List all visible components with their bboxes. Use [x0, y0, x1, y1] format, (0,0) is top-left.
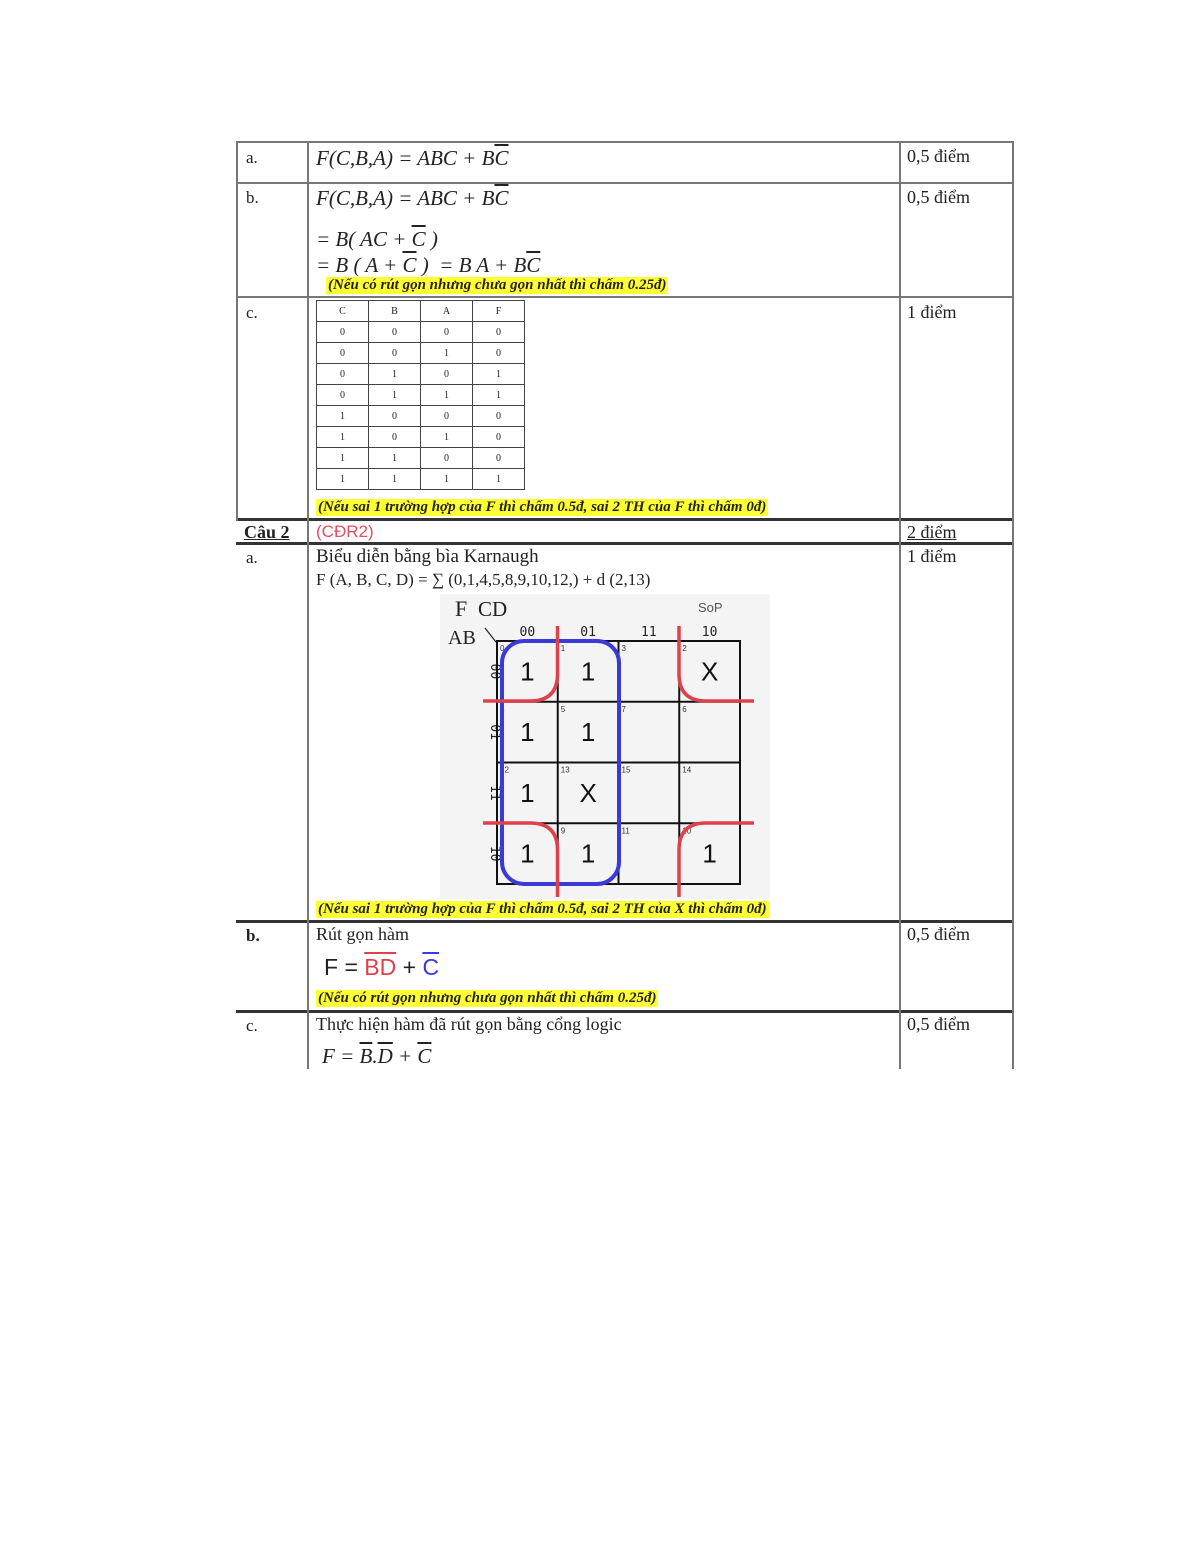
row-divider [236, 1010, 1014, 1013]
truth-table-cell: A [421, 301, 473, 322]
truth-table-cell: 1 [473, 385, 525, 406]
kmap-cell-index: 14 [682, 765, 692, 775]
truth-table-cell: 1 [369, 469, 421, 490]
truth-table-row [317, 427, 525, 448]
row-label: b. [246, 926, 260, 945]
truth-table-cell: 0 [473, 448, 525, 469]
row-divider [236, 296, 1014, 298]
truth-table-cell: 0 [369, 406, 421, 427]
truth-table-cell: 0 [369, 343, 421, 364]
row-divider [236, 920, 1014, 923]
row-divider [236, 542, 1014, 545]
kmap-cell-index: 1 [560, 644, 566, 653]
column-divider [307, 141, 309, 1069]
truth-table-cell: 0 [369, 427, 421, 448]
term-c-bar: $\overline{C}$ [422, 954, 440, 980]
truth-table-cell: 1 [317, 427, 369, 448]
truth-table-cell: 0 [473, 427, 525, 448]
truth-table-cell: 0 [369, 322, 421, 343]
truth-table-row [317, 343, 525, 364]
kmap-column-label: 00 [519, 625, 536, 640]
truth-table-row [317, 406, 525, 427]
kmap-column-variables: CD [478, 597, 508, 621]
question-points: 2 điểm [907, 522, 957, 542]
truth-table [316, 300, 525, 490]
kmap-function-label: F [455, 596, 468, 621]
truth-table-cell: 0 [421, 406, 473, 427]
formula: F(C,B,A) = ABC + $B\overline{C}$ [316, 146, 509, 170]
kmap-cell-index: 5 [560, 704, 566, 714]
kmap-row-label: 01 [487, 724, 502, 740]
table-left-border [236, 141, 238, 521]
truth-table-cell: C [317, 301, 369, 322]
truth-table-cell: 1 [421, 427, 473, 448]
grading-note: (Nếu có rút gọn nhưng chưa gọn nhất thì chấm 0.25đ) [318, 990, 657, 1006]
row-divider [236, 182, 1014, 184]
truth-table-row [317, 364, 525, 385]
truth-table-cell: 0 [473, 343, 525, 364]
truth-table-header [317, 301, 525, 322]
truth-table-row [317, 385, 525, 406]
formula: $F = \overline{B}.\overline{D} + \overline{C}$ [322, 1044, 432, 1068]
truth-table-cell: 1 [473, 469, 525, 490]
truth-table-cell: 1 [369, 364, 421, 385]
cdr-code: (CĐR2) [316, 522, 374, 541]
truth-table-cell: 1 [317, 469, 369, 490]
kmap-cell-value: 1 [520, 656, 535, 687]
row-label: a. [246, 548, 258, 567]
kmap-column-label: 11 [641, 625, 657, 640]
kmap-row-label: 11 [487, 785, 502, 801]
kmap-cell-value: X [579, 777, 597, 808]
truth-table-cell: 0 [421, 364, 473, 385]
kmap-cell-index: 7 [621, 704, 626, 714]
truth-table-cell: 1 [369, 448, 421, 469]
row-label: c. [246, 1016, 258, 1035]
truth-table-row [317, 469, 525, 490]
kmap-cell-value: 1 [580, 656, 596, 687]
kmap-cell-value: 1 [580, 838, 596, 869]
truth-table-cell: 1 [369, 385, 421, 406]
points: 0,5 điểm [907, 1014, 970, 1034]
grading-note: (Nếu sai 1 trường hợp của F thì chấm 0.5đ, sai 2 TH của X thì chấm 0đ) [318, 901, 767, 917]
simplified-result: $F = \overline{BD} + \overline{C}$ [324, 954, 440, 980]
points: 1 điểm [907, 546, 957, 566]
truth-table-cell: 1 [421, 469, 473, 490]
truth-table-row [317, 322, 525, 343]
truth-table-cell: 0 [473, 406, 525, 427]
karnaugh-map [440, 594, 770, 899]
row-label: a. [246, 148, 258, 167]
section-title: Thực hiện hàm đã rút gọn bằng cổng logic [316, 1014, 622, 1034]
kmap-form-label: SoP [698, 600, 723, 615]
kmap-cell-index: 8 [500, 826, 505, 836]
truth-table-cell: 1 [317, 406, 369, 427]
kmap-cell-index: 6 [682, 704, 687, 714]
truth-table-cell: 0 [317, 343, 369, 364]
column-divider [899, 141, 901, 1069]
points: 1 điểm [907, 302, 957, 322]
grading-note: (Nếu có rút gọn nhưng chưa gọn nhất thì chấm 0.25đ) [328, 277, 667, 293]
truth-table-cell: 1 [473, 364, 525, 385]
kmap-cell-index: 15 [621, 765, 631, 775]
kmap-cell-value: 1 [520, 717, 535, 748]
truth-table-cell: 0 [421, 322, 473, 343]
kmap-cell-value: X [700, 656, 719, 687]
table-top-border [236, 141, 1014, 143]
truth-table-cell: 1 [317, 448, 369, 469]
kmap-cell-index: 0 [500, 644, 505, 653]
truth-table-cell: 0 [317, 364, 369, 385]
row-label: c. [246, 303, 258, 322]
kmap-cell-index: 4 [500, 704, 505, 714]
question-label: Câu 2 [244, 522, 290, 542]
kmap-cell-index: 2 [682, 644, 687, 653]
points: 0,5 điểm [907, 146, 970, 166]
formula-step: = B ( $A + \overline{C}$ ) = B $A + B\overline{C}$ [316, 253, 541, 277]
points: 0,5 điểm [907, 187, 970, 207]
formula: F(C,B,A) = ABC + $B\overline{C}$ [316, 186, 509, 210]
kmap-cell-index: 11 [621, 826, 630, 836]
kmap-cell-index: 13 [560, 765, 570, 775]
truth-table-cell: F [473, 301, 525, 322]
section-title: Biểu diễn bằng bìa Karnaugh [316, 546, 539, 567]
kmap-row-label: 00 [487, 663, 502, 680]
points: 0,5 điểm [907, 924, 970, 944]
kmap-column-label: 10 [701, 625, 718, 640]
section-title: Rút gọn hàm [316, 924, 409, 944]
kmap-column-label: 01 [580, 625, 596, 640]
row-divider [236, 518, 1014, 521]
truth-table-cell: 1 [421, 385, 473, 406]
truth-table-cell: 1 [421, 343, 473, 364]
term-b-bar-d-bar: $\overline{BD}$ [364, 954, 397, 980]
kmap-row-variables: AB [448, 627, 476, 649]
kmap-cell-index: 10 [682, 826, 692, 836]
kmap-cell-index: 9 [560, 826, 566, 836]
truth-table-cell: 0 [317, 385, 369, 406]
truth-table-cell: B [369, 301, 421, 322]
truth-table-row [317, 448, 525, 469]
function-expression: F (A, B, C, D) = ∑ (0,1,4,5,8,9,10,12,) + d (2,13) [316, 570, 651, 589]
kmap-cell-value: 1 [580, 717, 596, 748]
kmap-cell-value: 1 [520, 777, 535, 808]
row-label: b. [246, 188, 259, 207]
truth-table-cell: 0 [421, 448, 473, 469]
table-right-border [1012, 141, 1014, 1069]
truth-table-cell: 0 [317, 322, 369, 343]
kmap-cell-value: 1 [702, 838, 717, 869]
kmap-cell-index: 3 [621, 644, 626, 653]
truth-table-cell: 0 [473, 322, 525, 343]
kmap-cell-value: 1 [520, 838, 535, 869]
kmap-row-label: 10 [487, 845, 502, 862]
kmap-cell-index: 12 [500, 765, 509, 775]
grading-note: (Nếu sai 1 trường hợp của F thì chấm 0.5đ, sai 2 TH của F thì chấm 0đ) [318, 499, 767, 515]
formula-step: = B( AC + $\overline{C}$ ) [316, 227, 438, 251]
